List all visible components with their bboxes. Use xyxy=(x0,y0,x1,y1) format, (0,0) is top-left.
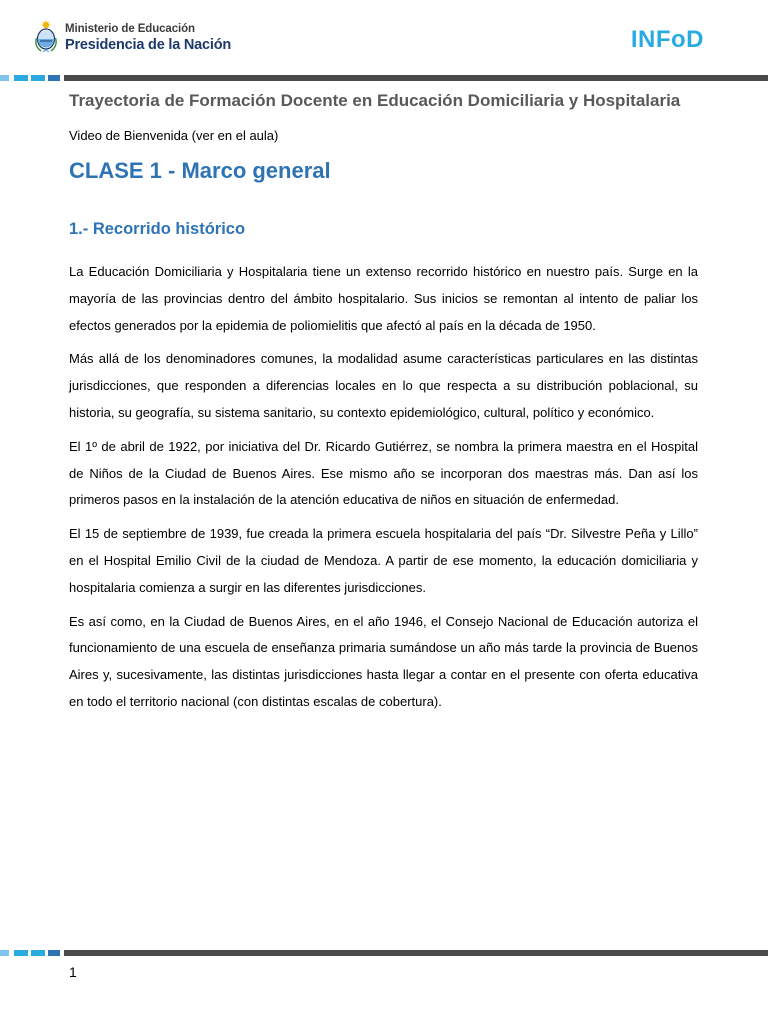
infod-logo: INFoD xyxy=(630,26,704,53)
paragraph: Más allá de los denominadores comunes, la modalidad asume características particulares en las distintas jurisdicciones, que responden a diferencias locales en lo que respecta a su distribución poblacional, su historia, su geografía, su sistema sanitario, su contexto epidemiológico, cultural, político y económico. xyxy=(69,351,698,420)
welcome-video-note: Video de Bienvenida (ver en el aula) xyxy=(69,128,279,143)
paragraph: La Educación Domiciliaria y Hospitalaria tiene un extenso recorrido histórico en nuestro país. Surge en la mayoría de las provincias dentro del ámbito hospitalario. Sus inicios se remontan al intento de paliar los efectos generados por la epidemia de poliomielitis que afectó al país en la década de 1950. xyxy=(69,264,698,333)
document-title: Trayectoria de Formación Docente en Educación Domiciliaria y Hospitalaria xyxy=(69,91,681,110)
footer-divider xyxy=(0,950,768,956)
document-body xyxy=(69,88,698,723)
argentina-coat-of-arms-icon xyxy=(34,20,58,54)
paragraph: El 1º de abril de 1922, por iniciativa del Dr. Ricardo Gutiérrez, se nombra la primera maestra en el Hospital de Niños de la Ciudad de Buenos Aires. Ese mismo año se incorporan dos maestras más. Dan así los primeros pasos en la instalación de la atención educativa de niños en situación de enfermedad. xyxy=(69,438,698,508)
presidency-name: Presidencia de la Nación xyxy=(65,36,232,53)
page-number: 1 xyxy=(69,964,77,980)
ministry-name: Ministerio de Educación xyxy=(65,23,195,35)
page-header xyxy=(0,0,768,72)
paragraph: El 15 de septiembre de 1939, fue creada la primera escuela hospitalaria del país “Dr. Silvestre Peña y Lillo” en el Hospital Emilio Civil de la ciudad de Mendoza. A partir de ese momento, la educación domiciliaria y hospitalaria comienza a surgir en las diferentes jurisdicciones. xyxy=(69,526,698,595)
paragraph-list xyxy=(69,259,698,716)
class-heading: CLASE 1 - Marco general xyxy=(69,158,331,183)
paragraph: Es así como, en la Ciudad de Buenos Aires, en el año 1946, el Consejo Nacional de Educación autoriza el funcionamiento de una escuela de enseñanza primaria sumándose un año más tarde la provincia de Buenos Aires y, sucesivamente, las distintas jurisdicciones hasta llegar a contar en el presente con oferta educativa en todo el territorio nacional (con distintas escalas de cobertura). xyxy=(69,613,698,709)
ministry-logo-text xyxy=(65,24,231,52)
section-heading: 1.- Recorrido histórico xyxy=(69,220,246,238)
header-divider xyxy=(0,75,768,81)
